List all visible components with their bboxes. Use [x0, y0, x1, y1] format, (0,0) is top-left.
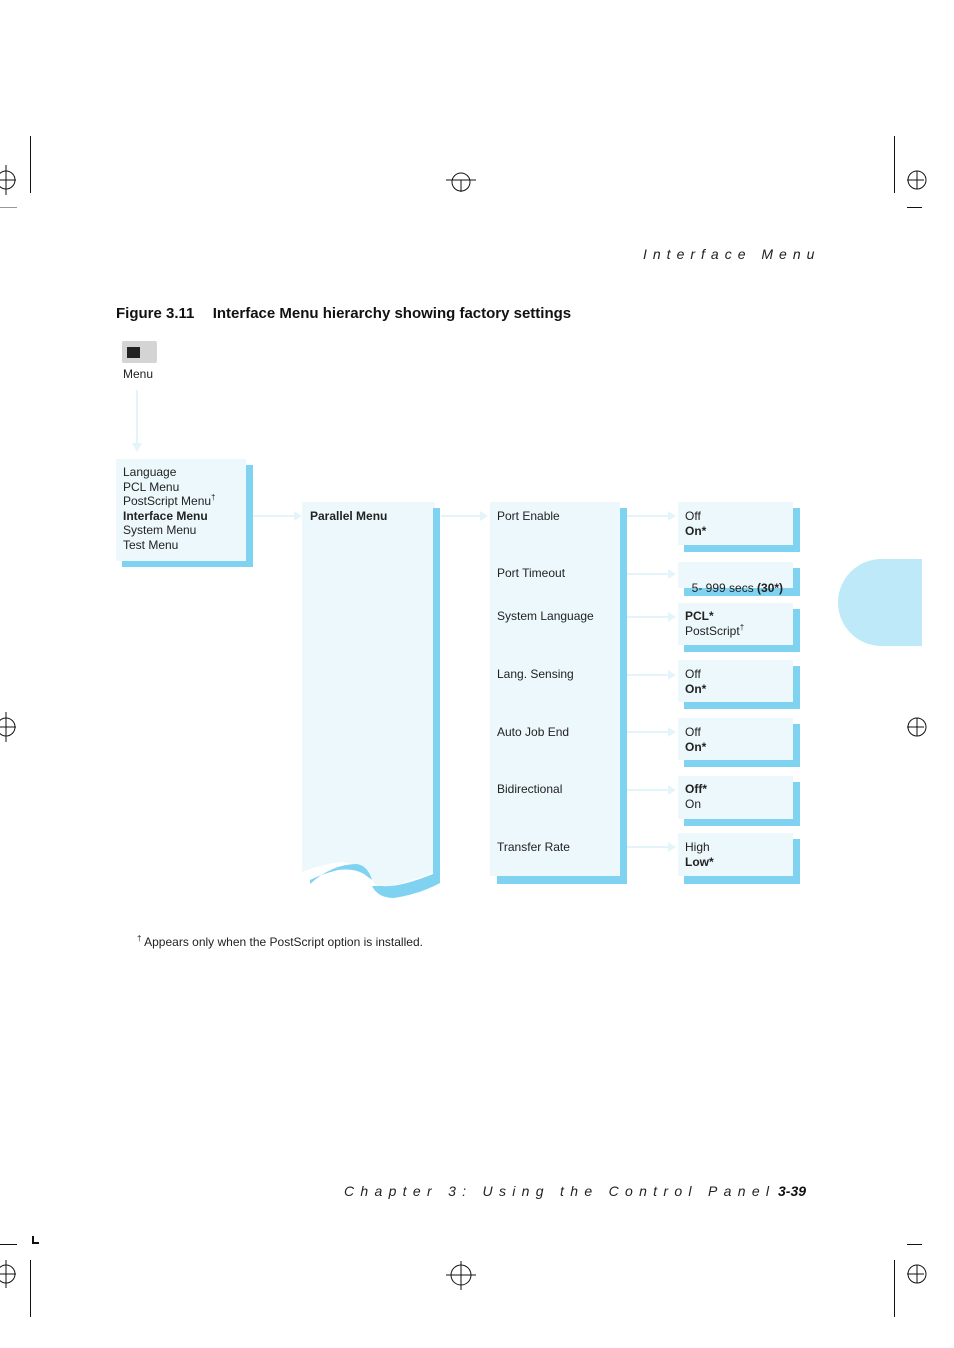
value-box-shadow — [684, 545, 800, 552]
value-option[interactable]: 5- 999 secs — [691, 580, 758, 595]
parallel-menu-label[interactable]: Parallel Menu — [310, 509, 388, 523]
setting-system-language[interactable]: System Language — [497, 609, 594, 623]
value-option[interactable]: On — [685, 796, 702, 811]
main-menu-box-shadow-right — [246, 465, 253, 567]
footnote-text: Appears only when the PostScript option is installed. — [144, 935, 423, 949]
value-option[interactable]: PostScript — [685, 623, 740, 638]
value-list-bidirectional — [685, 782, 707, 811]
setting-bidirectional[interactable]: Bidirectional — [497, 782, 563, 796]
figure-caption — [116, 305, 571, 322]
main-menu-item-language[interactable]: Language — [123, 465, 177, 479]
setting-auto-job-end[interactable]: Auto Job End — [497, 725, 570, 739]
value-list-system-language — [685, 609, 744, 638]
value-option[interactable]: High — [685, 840, 710, 854]
setting-port-timeout[interactable]: Port Timeout — [497, 566, 566, 580]
value-box-shadow — [684, 819, 800, 826]
value-list-port-timeout — [685, 566, 783, 595]
value-list-transfer-rate — [685, 840, 714, 869]
arrowhead-to-settings — [480, 511, 488, 521]
menu-key-label: Menu — [123, 367, 154, 381]
settings-column-shadow-right — [620, 508, 627, 884]
value-box-shadow — [684, 760, 800, 767]
footer-chapter: Chapter 3: Using the Control Panel — [344, 1183, 776, 1199]
dagger-mark: † — [211, 493, 216, 502]
menu-key-icon — [122, 341, 157, 363]
menu-down-arrow — [136, 390, 138, 446]
figure-title: Interface Menu hierarchy showing factory settings — [212, 305, 572, 322]
value-option-default[interactable]: Off* — [685, 782, 707, 796]
main-menu-item-pcl[interactable]: PCL Menu — [123, 479, 180, 494]
settings-column-box — [490, 502, 620, 876]
value-option-default[interactable]: PCL* — [685, 609, 714, 623]
value-box-shadow — [684, 876, 800, 884]
footnote-dagger: † — [137, 934, 142, 943]
main-menu-item-system[interactable]: System Menu — [123, 523, 197, 537]
menu-down-arrowhead — [132, 443, 142, 452]
main-menu-list — [123, 465, 216, 552]
arrow-to-settings — [441, 515, 481, 517]
footnote — [137, 935, 423, 950]
value-option-default[interactable]: On* — [685, 681, 707, 696]
chapter-thumb-tab — [838, 559, 922, 646]
value-box-shadow — [684, 645, 800, 652]
setting-transfer-rate[interactable]: Transfer Rate — [497, 840, 570, 854]
setting-lang-sensing[interactable]: Lang. Sensing — [497, 667, 574, 681]
value-option-default[interactable]: On* — [685, 523, 707, 538]
main-menu-box-shadow-bottom — [122, 561, 253, 567]
dagger-mark: † — [739, 622, 745, 632]
value-option-default[interactable]: Low* — [685, 854, 714, 869]
main-menu-item-postscript[interactable]: PostScript Menu† — [123, 493, 216, 508]
figure-label: Figure 3.11 — [116, 305, 195, 322]
arrowhead-to-parallel — [294, 511, 302, 521]
value-option[interactable]: Off — [685, 725, 701, 739]
value-option[interactable]: Off — [685, 509, 701, 523]
main-menu-item-test[interactable]: Test Menu — [123, 537, 179, 552]
value-list-port-enable — [685, 509, 706, 538]
value-box-shadow — [684, 702, 800, 709]
main-menu-item-interface[interactable]: Interface Menu — [123, 508, 208, 523]
running-header: Interface Menu — [643, 246, 821, 262]
arrow-to-parallel — [253, 515, 295, 517]
value-list-auto-job-end — [685, 725, 706, 754]
value-option[interactable]: Off — [685, 667, 701, 681]
parallel-menu-column — [302, 502, 442, 902]
value-option-default[interactable]: On* — [685, 739, 707, 754]
setting-port-enable[interactable]: Port Enable — [497, 509, 560, 523]
footer-page-number: 3-39 — [778, 1183, 807, 1199]
value-list-lang-sensing — [685, 667, 706, 696]
settings-column-shadow-bottom — [497, 876, 627, 884]
value-option-default[interactable]: (30*) — [757, 580, 784, 595]
